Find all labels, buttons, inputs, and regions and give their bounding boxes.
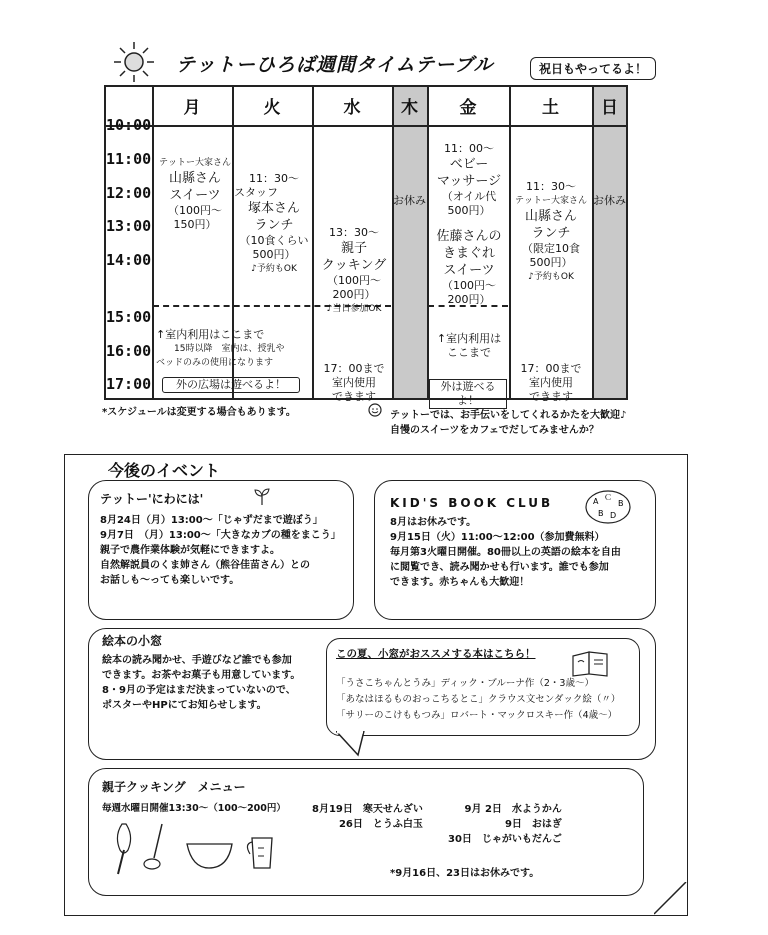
outdoor-note: 外の広場は遊べるよ！ xyxy=(162,377,300,393)
page-title: テットーひろば週間タイムテーブル xyxy=(176,54,494,76)
sat-after: 17：00まで 室内使用 できます xyxy=(520,362,582,403)
cooking-sub: 毎週水曜日開催13:30～（100～200円） xyxy=(102,803,286,814)
svg-text:D: D xyxy=(610,511,617,520)
time-label: 12:00 xyxy=(106,184,152,202)
time-label: 13:00 xyxy=(106,217,152,235)
kitchen-tools-icon xyxy=(112,820,282,876)
recommend-list: 「うさこちゃんとうみ」ディック・ブルーナ作（2・3歳～） 「あなはほるものおっこちるとこ」クラウス文センダック絵（〃） 「サリーのこけももつみ」ロバート・マックロスキー作（4歳～） xyxy=(336,678,621,721)
wed-cell: 13：30～ 親子 クッキング （100円～ 200円） ♪当日参加OK xyxy=(321,226,387,314)
holiday-badge: 祝日もやってるよ！ xyxy=(530,57,656,80)
day-fri: 金 xyxy=(459,97,477,118)
niwa-content: テットー'にわには' 8月24日（月）13:00～「じゃずだまで遊ぼう」 9月7日 （月）13:00～「大きなカブの種をまこう」 親子で農作業体験が気軽にできますよ。 自然解説員のくま姉さん（熊谷佳苗さん）との お話しも～っても楽しいです。 xyxy=(100,492,341,586)
day-wed: 水 xyxy=(343,97,361,118)
schedule-note: *スケジュールは変更する場合もあります。 xyxy=(102,407,296,418)
page-fold xyxy=(654,882,688,916)
bookclub-content: KID'S BOOK CLUB 8月はお休みです。 9月15日（火）11:00～12:00（参加費無料） 毎月第3火曜日開催。80冊以上の英語の絵本を自由 に閲覧でき、読み聞かせも行います。誰でも参加 できます。赤ちゃんも大歓迎！ xyxy=(390,496,621,588)
events-title: 今後のイベント xyxy=(108,461,221,480)
time-label: 11:00 xyxy=(106,150,152,168)
day-mon: 月 xyxy=(183,97,201,118)
mon-cell: テットー大家さん 山縣さん スイーツ （100円～ 150円） xyxy=(158,158,231,231)
bubble-tail xyxy=(336,731,366,757)
wed-after: 17：00まで 室内使用 できます xyxy=(323,362,385,403)
thu-closed: お休み xyxy=(393,194,426,207)
cooking-note: *9月16日、23日はお休みです。 xyxy=(390,868,540,879)
time-label: 17:00 xyxy=(106,375,152,393)
time-label: 15:00 xyxy=(106,308,152,326)
letter-bubble-icon xyxy=(584,488,632,526)
time-label: 10:00 xyxy=(106,116,152,134)
smile-icon xyxy=(368,403,382,417)
fri-after: ↑室内利用は ここまで xyxy=(436,332,502,359)
sat-cell: 11：30～ テットー大家さん 山縣さん ランチ （限定10食 500円） ♪予約もOK xyxy=(514,180,587,282)
fri-cell: 11：00～ ベビー マッサージ （オイル代 500円） 佐藤さんの きまぐれ スイーツ （100円～ 200円） xyxy=(436,142,502,306)
tue-cell: 11：30～ スタッフ 塚本さん ランチ （10食くらい 500円） ♪予約もOK xyxy=(234,172,309,274)
sun-icon xyxy=(112,40,156,84)
day-sat: 土 xyxy=(542,97,559,118)
helper-note: 自慢のスイーツをカフェでだしてみませんか？ xyxy=(390,425,599,436)
mon-tue-after: ↑室内利用はここまで 15時以降 室内は、授乳や ベッドのみの使用になります xyxy=(156,328,285,368)
cooking-aug: 8月19日 寒天せんざい 26日 とうふ白玉 xyxy=(312,804,423,830)
thu-shade xyxy=(392,125,427,400)
helper-note: テットーでは、お手伝いをしてくれるかたを大歓迎♪ xyxy=(390,410,627,421)
svg-text:A: A xyxy=(593,497,599,506)
book-icon xyxy=(570,648,610,678)
sprout-icon xyxy=(252,486,272,506)
time-label: 16:00 xyxy=(106,342,152,360)
svg-text:B: B xyxy=(598,509,604,518)
time-label: 14:00 xyxy=(106,251,152,269)
cooking-sep: 9月 2日 水ようかん 9日 おはぎ 30日 じゃがいもだんご xyxy=(448,804,562,845)
svg-text:B: B xyxy=(618,499,624,508)
cooking-title: 親子クッキング メニュー xyxy=(102,780,246,794)
ehon-content: 絵本の小窓 絵本の読み聞かせ、手遊びなど誰でも参加 できます。お茶やお菓子も用意しています。 8・9月の予定はまだ決まっていないので、 ポスターやHPにてお知らせします。 xyxy=(102,634,301,711)
day-thu: 木 xyxy=(401,97,418,118)
day-tue: 火 xyxy=(263,97,281,118)
sun-shade xyxy=(592,125,627,400)
day-sun: 日 xyxy=(601,97,618,118)
sun-closed: お休み xyxy=(593,194,626,207)
fri-outdoor: 外は遊べるよ！ xyxy=(429,379,507,409)
recommend-title: この夏、小窓がおススメする本はこちら！ xyxy=(336,648,536,660)
svg-text:Ｃ: Ｃ xyxy=(604,493,612,502)
